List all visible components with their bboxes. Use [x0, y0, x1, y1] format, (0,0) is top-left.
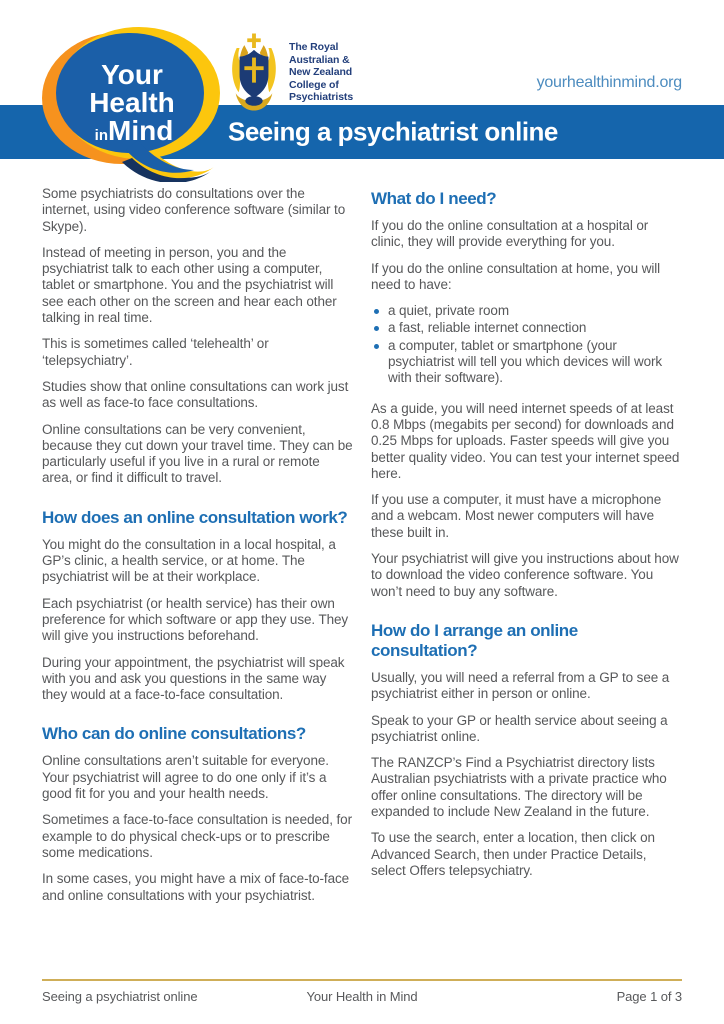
list-item: a quiet, private room	[371, 303, 682, 319]
document-body	[42, 186, 682, 914]
footer-page-number: Page 1 of 3	[616, 989, 682, 1004]
svg-text:Your: Your	[101, 59, 163, 90]
paragraph: Studies show that online consultations can work just as well as face-to face consultations.	[42, 378, 349, 411]
speech-bubble-logo-icon	[42, 24, 222, 182]
your-health-in-mind-logo	[42, 24, 222, 187]
paragraph: During your appointment, the psychiatrist will speak with you and ask you questions in the same way they would at a face-to-face consultation.	[42, 654, 345, 703]
list-item: a computer, tablet or smartphone (your psychiatrist will tell you which devices will work with their software).	[371, 338, 682, 387]
paragraph: The RANZCP’s Find a Psychiatrist directory lists Australian psychiatrists with a private practice who offer online consultations. The directory will be expanded to include New Zealand in the future.	[371, 755, 667, 820]
footer-divider	[42, 979, 682, 981]
paragraph: Sometimes a face-to-face consultation is needed, for example to do physical check-ups or to prescribe some medications.	[42, 812, 352, 860]
section-heading-arrange: How do I arrange an online consultation?	[371, 620, 578, 660]
website-link[interactable]: yourhealthinmind.org	[536, 74, 682, 91]
paragraph: Speak to your GP or health service about seeing a psychiatrist online.	[371, 712, 668, 744]
paragraph: If you use a computer, it must have a microphone and a webcam. Most newer computers will have these built in.	[371, 492, 662, 540]
right-column	[371, 186, 682, 914]
paragraph: Your psychiatrist will give you instructions about how to download the video conference software. You won’t need to buy any software.	[371, 551, 679, 599]
ranzcp-crest-icon	[228, 32, 280, 114]
org-line: The Royal	[289, 41, 339, 53]
paragraph: Each psychiatrist (or health service) has their own preference for which software or app they use. They will give you instructions beforehand.	[42, 595, 349, 644]
requirements-list	[371, 303, 682, 386]
section-heading-who-can: Who can do online consultations?	[42, 724, 306, 744]
paragraph: Usually, you will need a referral from a GP to see a psychiatrist either in person or online.	[371, 669, 670, 702]
org-line: College of	[289, 78, 339, 91]
left-column	[42, 186, 353, 914]
page-title: Seeing a psychiatrist online	[228, 116, 558, 147]
paragraph: This is sometimes called ‘telehealth’ or ‘telepsychiatry’.	[42, 336, 269, 368]
section-heading-how-it-works: How does an online consultation work?	[42, 507, 348, 527]
paragraph: If you do the online consultation at home, you will need to have:	[371, 260, 661, 292]
paragraph: If you do the online consultation at a hospital or clinic, they will provide everything for you.	[371, 218, 649, 250]
paragraph: Some psychiatrists do consultations over the internet, using video conference software (similar to Skype).	[42, 186, 346, 234]
paragraph: Online consultations can be very convenient, because they cut down your travel time. They can be particularly useful if you live in a rural or remote area, or find it difficult to travel.	[42, 421, 353, 486]
footer-doc-title: Seeing a psychiatrist online	[42, 989, 198, 1004]
org-line: New Zealand	[289, 66, 353, 78]
paragraph: To use the search, enter a location, then click on Advanced Search, then under Practice Details, select Offers telepsychiatry.	[371, 830, 655, 878]
org-line: Psychiatrists	[289, 91, 354, 103]
svg-text:Health: Health	[89, 87, 175, 118]
paragraph: Instead of meeting in person, you and the psychiatrist talk to each other using a computer, tablet or smartphone. You and the psychiatrist will see each other on the screen and hear each other talking in real time.	[42, 244, 337, 326]
paragraph: In some cases, you might have a mix of face-to-face and online consultations with your psychiatrist.	[42, 871, 350, 903]
org-line: Australian &	[289, 53, 350, 66]
footer-site-name: Your Health in Mind	[306, 989, 418, 1004]
ranzcp-name	[289, 32, 353, 104]
section-heading-what-do-i-need: What do I need?	[371, 189, 497, 208]
list-item: a fast, reliable internet connection	[371, 320, 682, 336]
svg-text:inMind: inMind	[94, 115, 174, 146]
paragraph: You might do the consultation in a local hospital, a GP’s clinic, a health service, or at home. The psychiatrist will be at their workplace.	[42, 536, 336, 585]
paragraph: Online consultations aren’t suitable for everyone. Your psychiatrist will agree to do one only if it’s a good fit for you and your health needs.	[42, 753, 329, 802]
paragraph: As a guide, you will need internet speeds of at least 0.8 Mbps (megabits per second) for downloads and 0.25 Mbps for uploads. Faster speeds will give you better quality video. You can test your internet speed here.	[371, 400, 680, 481]
ranzcp-identity	[228, 32, 353, 114]
